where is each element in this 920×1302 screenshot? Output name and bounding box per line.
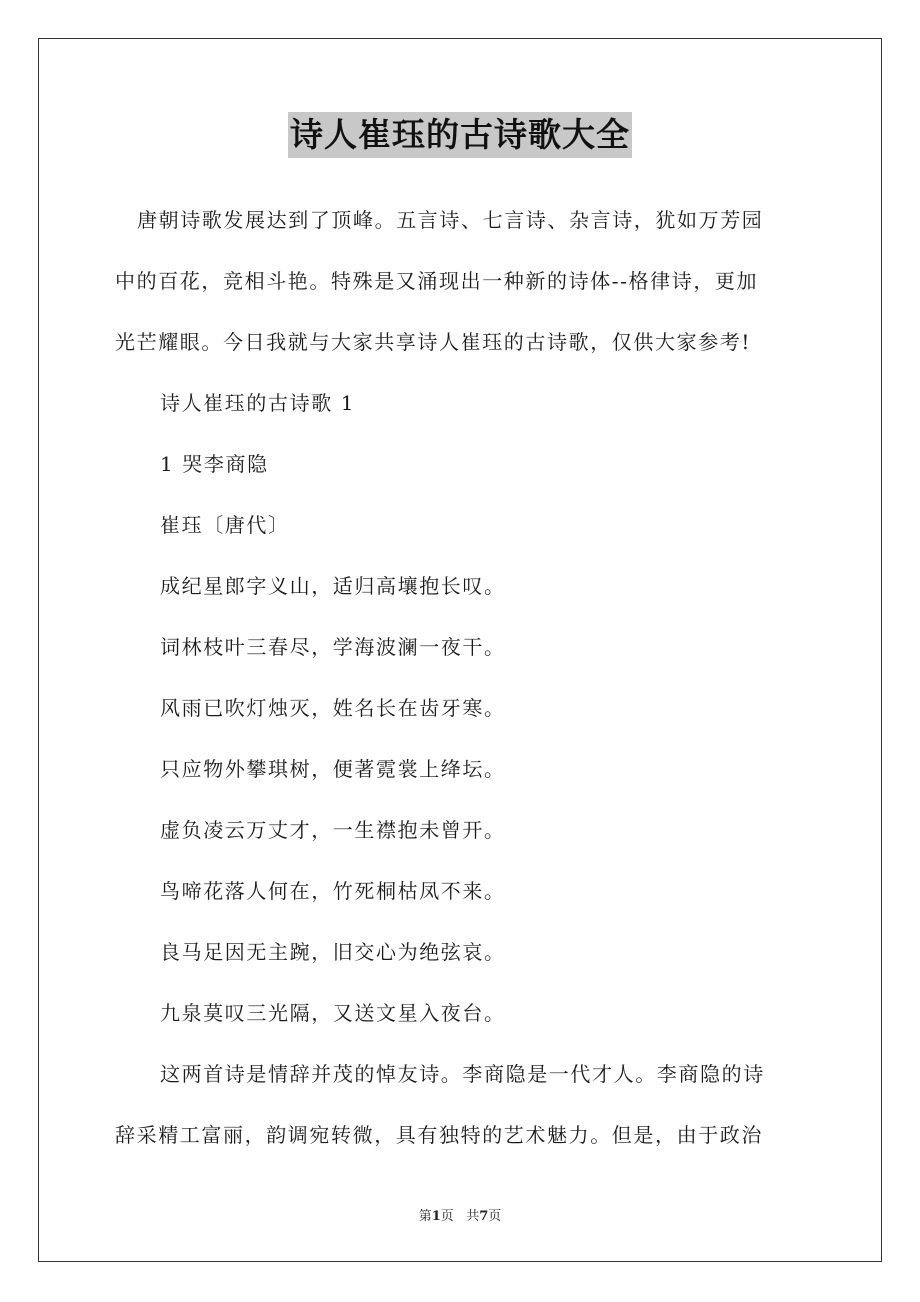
document-body — [115, 190, 810, 1166]
text-line: 九泉莫叹三光隔，又送文星入夜台。 — [160, 1001, 506, 1025]
text-line: 词林枝叶三春尽，学海波澜一夜干。 — [160, 635, 506, 659]
footer-prefix: 第 — [418, 1209, 432, 1224]
footer-page-number: 1 — [431, 1209, 441, 1224]
document-title: 诗人崔珏的古诗歌大全 — [288, 112, 632, 158]
text-line: 中的百花，竞相斗艳。特殊是又涌现出一种新的诗体--格律诗，更加 — [115, 269, 759, 293]
text-line: 光芒耀眼。今日我就与大家共享诗人崔珏的古诗歌，仅供大家参考! — [115, 330, 752, 354]
footer-page-suffix: 页 — [440, 1209, 454, 1224]
text-line: 诗人崔珏的古诗歌 1 — [160, 391, 356, 415]
title-container — [0, 112, 920, 158]
text-line: 鸟啼花落人何在，竹死桐枯凤不来。 — [160, 879, 506, 903]
text-line: 唐朝诗歌发展达到了顶峰。五言诗、七言诗、杂言诗，犹如万芳园 — [137, 208, 764, 232]
text-line: 1 哭李商隐 — [160, 452, 269, 476]
text-line: 虚负凌云万丈才，一生襟抱未曾开。 — [160, 818, 506, 842]
footer-total-pages: 7 — [479, 1209, 489, 1224]
text-line: 这两首诗是情辞并茂的悼友诗。李商隐是一代才人。李商隐的诗 — [160, 1062, 765, 1086]
text-line: 良马足因无主踠，旧交心为绝弦哀。 — [160, 940, 506, 964]
page-footer — [0, 1205, 920, 1224]
text-line: 崔珏〔唐代〕 — [160, 513, 290, 537]
footer-total-suffix: 页 — [488, 1209, 502, 1224]
footer-total-prefix: 共 — [466, 1209, 480, 1224]
text-line: 辞采精工富丽，韵调宛转微，具有独特的艺术魅力。但是，由于政治 — [115, 1123, 763, 1147]
text-line: 成纪星郎字义山，适归高壤抱长叹。 — [160, 574, 506, 598]
text-line: 风雨已吹灯烛灭，姓名长在齿牙寒。 — [160, 696, 506, 720]
text-line: 只应物外攀琪树，便著霓裳上绛坛。 — [160, 757, 506, 781]
